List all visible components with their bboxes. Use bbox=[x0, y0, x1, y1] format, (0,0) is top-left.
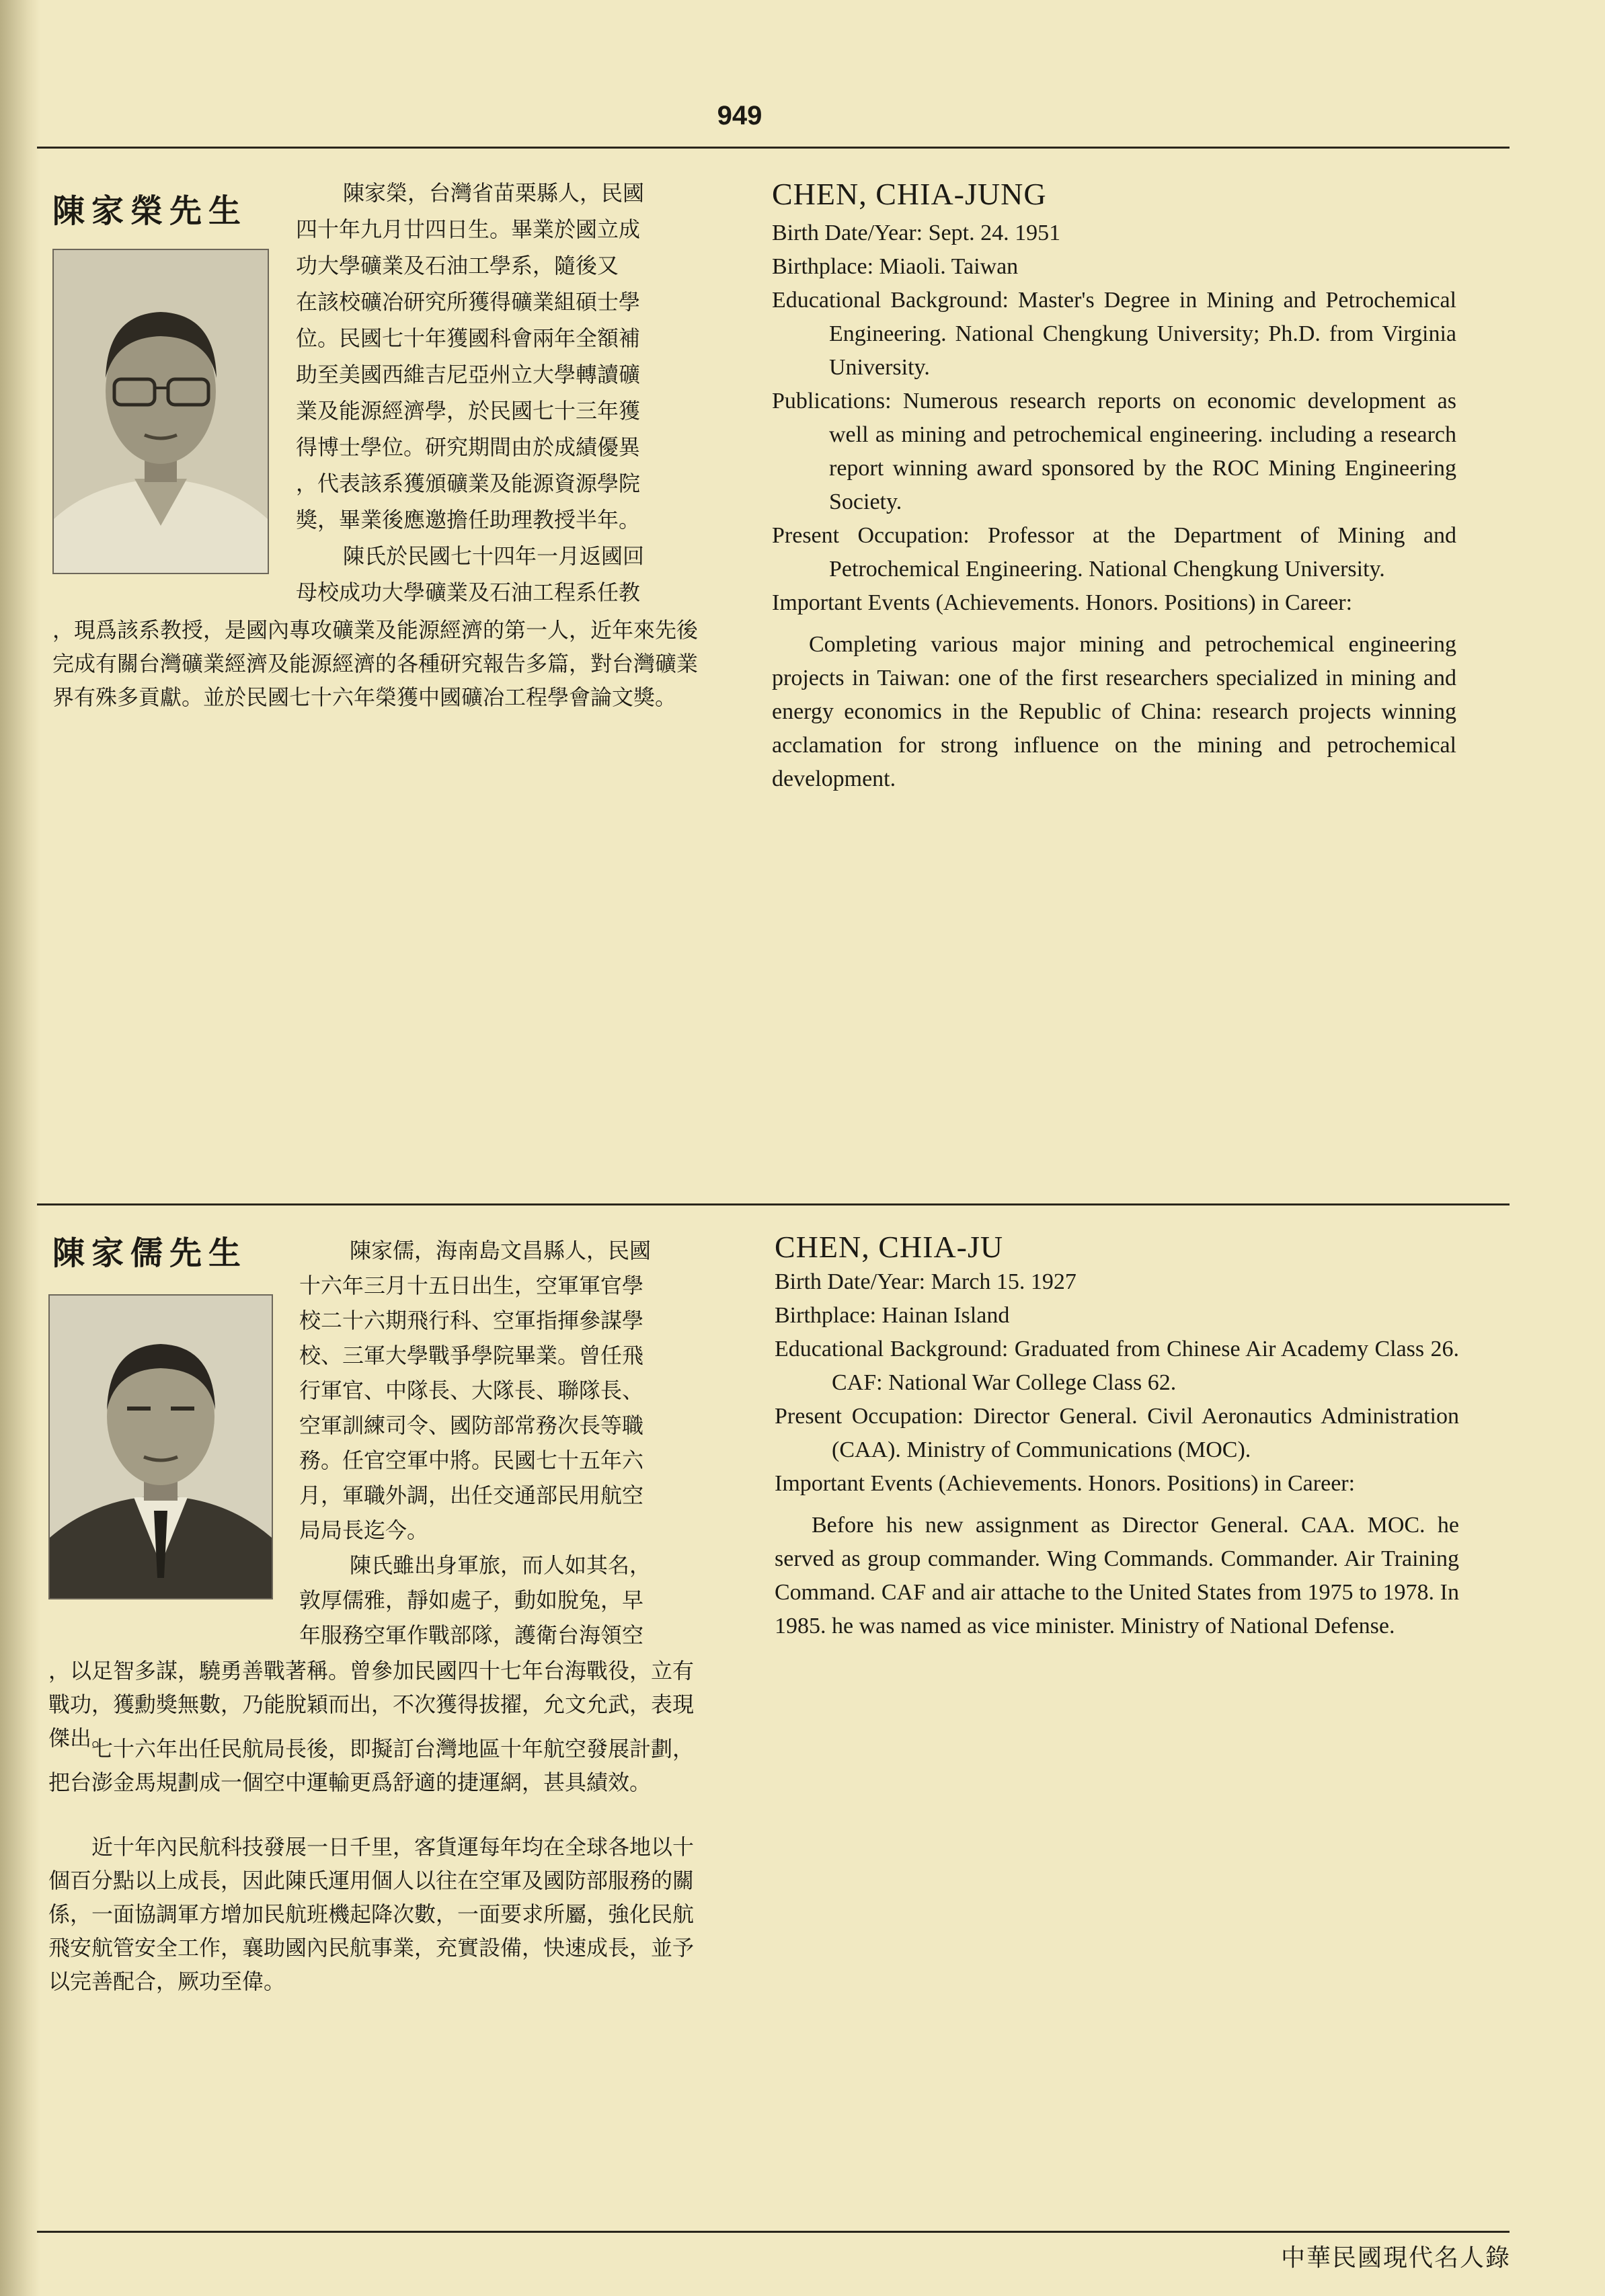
entry1-bio-line-8: 得博士學位。研究期間由於成績優異 bbox=[296, 434, 641, 460]
entry2-bio-line-11: 敦厚儒雅，靜如處子，動如脫兔，早 bbox=[299, 1587, 644, 1613]
entry2-bio-line-10: 陳氏雖出身軍旅，而人如其名， bbox=[350, 1552, 652, 1578]
entry1-english-details bbox=[772, 216, 1456, 796]
page-gutter-shadow bbox=[0, 0, 40, 2296]
entry2-english-name: CHEN, CHIA-JU bbox=[775, 1230, 1004, 1264]
entry1-birth-date: Birth Date/Year: Sept. 24. 1951 bbox=[772, 221, 1061, 245]
header-rule bbox=[37, 147, 1510, 149]
entry1-bio-line-1: 陳家榮，台灣省苗栗縣人，民國 bbox=[343, 180, 645, 206]
entry2-portrait-photo bbox=[48, 1294, 273, 1599]
entry2-bio-line-9: 局局長迄今。 bbox=[299, 1517, 429, 1543]
entry1-occupation: Present Occupation: Professor at the Department of Mining and Petrochemical Engineering. National Chengkung University. bbox=[772, 523, 1456, 582]
entry1-english-name: CHEN, CHIA-JUNG bbox=[772, 177, 1047, 211]
entry1-education: Educational Background: Master's Degree in Mining and Petrochemical Engineering. National Chengkung University; Ph.D. from Virginia University. bbox=[772, 288, 1456, 380]
entry2-bio-line-7: 務。任官空軍中將。民國七十五年六 bbox=[299, 1448, 644, 1473]
entry1-birthplace: Birthplace: Miaoli. Taiwan bbox=[772, 254, 1019, 279]
entry-divider bbox=[37, 1203, 1510, 1205]
entry1-bio-line-5: 位。民國七十年獲國科會兩年全額補 bbox=[296, 325, 641, 351]
entry1-bio-line-9: ，代表該系獲頒礦業及能源資源學院 bbox=[296, 471, 641, 496]
entry2-english-details bbox=[775, 1265, 1459, 1643]
entry2-occupation: Present Occupation: Director General. Civil Aeronautics Administration (CAA). Ministry of Communications (MOC). bbox=[775, 1404, 1459, 1462]
entry2-bio-line-8: 月，軍職外調，出任交通部民用航空 bbox=[299, 1482, 644, 1508]
entry1-bio-line-6: 助至美國西維吉尼亞州立大學轉讀礦 bbox=[296, 362, 641, 387]
entry2-birthplace: Birthplace: Hainan Island bbox=[775, 1303, 1010, 1328]
entry2-events-heading: Important Events (Achievements. Honors. Positions) in Career: bbox=[775, 1471, 1356, 1496]
entry2-bio-line-3: 校二十六期飛行科、空軍指揮參謀學 bbox=[299, 1308, 644, 1333]
entry1-bio-line-10: 獎，畢業後應邀擔任助理教授半年。 bbox=[296, 507, 641, 532]
entry1-portrait-photo bbox=[52, 249, 269, 574]
entry2-bio-paragraph-3: 近十年內民航科技發展一日千里，客貨運每年均在全球各地以十個百分點以上成長，因此陳氏運用個人以往在空軍及國防部服務的關係，一面協調軍方增加民航班機起降次數，一面要求所屬，強化民航飛安航管安全工作，襄助國內民航事業，充實設備，快速成長，並予以完善配合，厥功至偉。 bbox=[48, 1834, 695, 1994]
entry1-bio-line-2: 四十年九月廿四日生。畢業於國立成 bbox=[296, 216, 641, 242]
entry1-events-body: Completing various major mining and petrochemical engineering projects in Taiwan: one of the first researchers specialized in mining and energy economics in the Republic of China: research projects winning acclamation for strong influence on the mining and petrochemical development. bbox=[772, 632, 1456, 791]
entry2-chinese-name: 陳家儒先生 bbox=[52, 1234, 248, 1272]
entry1-events-heading: Important Events (Achievements. Honors. Positions) in Career: bbox=[772, 590, 1353, 615]
entry2-bio-line-5: 行軍官、中隊長、大隊長、聯隊長、 bbox=[299, 1378, 644, 1403]
entry1-bio-line-4: 在該校礦冶研究所獲得礦業組碩士學 bbox=[296, 289, 641, 315]
page-number: 949 bbox=[717, 101, 762, 130]
footer-rule bbox=[37, 2231, 1510, 2233]
entry1-bio-line-11: 陳氏於民國七十四年一月返國回 bbox=[343, 543, 645, 569]
entry2-bio-line-12: 年服務空軍作戰部隊，護衛台海領空 bbox=[299, 1622, 644, 1648]
entry2-birth-date: Birth Date/Year: March 15. 1927 bbox=[775, 1269, 1076, 1294]
entry2-bio-line-4: 校、三軍大學戰爭學院畢業。曾任飛 bbox=[299, 1343, 644, 1368]
entry1-bio-line-12: 母校成功大學礦業及石油工程系任教 bbox=[296, 580, 641, 605]
entry1-bio-continuation: ，現爲該系教授，是國內專攻礦業及能源經濟的第一人，近年來先後完成有關台灣礦業經濟及能源經濟的各種研究報告多篇，對台灣礦業界有殊多貢獻。並於民國七十六年榮獲中國礦冶工程學會論文獎。 bbox=[52, 617, 699, 710]
book-title-footer: 中華民國現代名人錄 bbox=[1280, 2244, 1511, 2272]
entry1-publications: Publications: Numerous research reports on economic development as well as mining and petrochemical engineering. including a research report winning award sponsored by the ROC Mining Engineering Society. bbox=[772, 389, 1456, 514]
entry2-bio-line-1: 陳家儒，海南島文昌縣人，民國 bbox=[350, 1238, 652, 1263]
entry2-education: Educational Background: Graduated from Chinese Air Academy Class 26. CAF: National War College Class 62. bbox=[775, 1337, 1459, 1395]
entry1-bio-line-3: 功大學礦業及石油工學系，隨後又 bbox=[296, 253, 619, 278]
entry2-bio-paragraph-1: ，以足智多謀，驍勇善戰著稱。曾參加民國四十七年台海戰役，立有戰功，獲勳獎無數，乃能脫穎而出，不次獲得拔擢，允文允武，表現傑出。 bbox=[48, 1658, 695, 1751]
entry1-chinese-name: 陳家榮先生 bbox=[52, 192, 248, 230]
entry2-events-body: Before his new assignment as Director General. CAA. MOC. he served as group commander. Wing Commands. Commander. Air Training Command. CAF and air attache to the United States from 1975 to 1978. In 1985. he was named as vice minister. Ministry of National Defense. bbox=[775, 1513, 1459, 1638]
entry2-bio-line-6: 空軍訓練司令、國防部常務次長等職 bbox=[299, 1413, 644, 1438]
entry2-bio-paragraph-2: 七十六年出任民航局長後，即擬訂台灣地區十年航空發展計劃，把台澎金馬規劃成一個空中運輸更爲舒適的捷運網，甚具績效。 bbox=[48, 1736, 695, 1795]
entry2-bio-line-2: 十六年三月十五日出生，空軍軍官學 bbox=[299, 1273, 644, 1298]
entry1-bio-line-7: 業及能源經濟學，於民國七十三年獲 bbox=[296, 398, 641, 424]
